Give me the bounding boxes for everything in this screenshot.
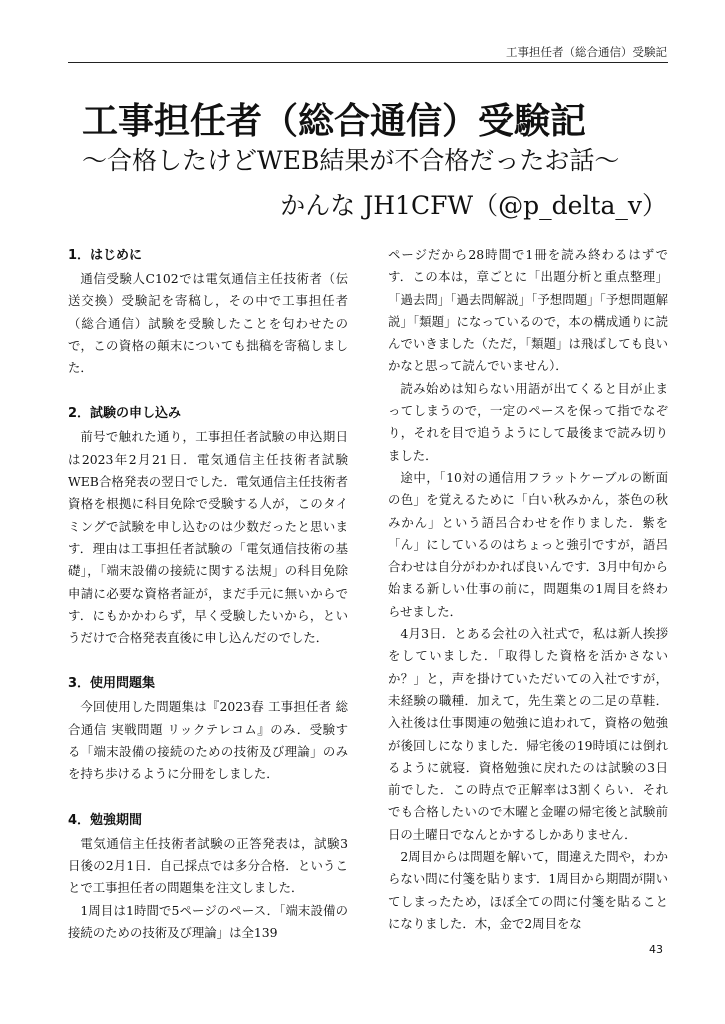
- paragraph: 1周目は1時間で5ページのペース．「端末設備の接続のための技術及び理論」は全139: [68, 902, 348, 940]
- section-heading-application: 2．試験の申し込み: [68, 406, 182, 422]
- article-title: 工事担任者（総合通信）受験記: [82, 100, 587, 142]
- header-rule: [68, 62, 668, 63]
- paragraph-continuation: ページだから28時間で1冊を読み終わるはずです．この本は，章ごとに「出題分析と重点整理」「過去問」「過去問解説」「予想問題」「予想問題解説」「類題」になっているので，本の構成通りに読んでいきました（ただ，「類題」は飛ばしても良いかなと思って読んでいません）．: [388, 247, 668, 374]
- paragraph: 途中，「10対の通信用フラットケーブルの断面の色」を覚えるために「白い秋みかん，茶色の秋みかん」という語呂合わせを作りました．紫を「ん」にしているのはちょっと強引ですが，語呂合わせは自分がわかれば良いんです．3月中旬から始まる新しい仕事の前に，問題集の1周目を終わらせました．: [388, 469, 668, 619]
- article-author: かんな JH1CFW（@p_delta_v）: [280, 191, 667, 220]
- left-column: [68, 244, 348, 944]
- section-heading-intro: 1．はじめに: [68, 248, 143, 263]
- article-subtitle: ～合格したけどWEB結果が不合格だったお話～: [82, 146, 620, 175]
- right-column: [388, 244, 668, 935]
- paragraph: 前号で触れた通り，工事担任者試験の申込期日は2023年2月21日．電気通信主任技術者試験WEB合格発表の翌日でした．電気通信主任技術者資格を根拠に科目免除で受験する人が，このタイミングで試験を申し込むのは少数だったと思います．理由は工事担任者試験の「電気通信技術の基礎」，「端末設備の接続に関する法規」の科目免除申請に必要な資格者証が，まだ手元に無いからです．にもかかわらず，早く受験したいから，というだけで合格発表直後に申し込んだのでした．: [68, 429, 348, 646]
- section-heading-workbook: 3．使用問題集: [68, 676, 156, 692]
- paragraph: 2周目からは問題を解いて，間違えた問や，わからない問に付箋を貼ります．1周目から期間が開いてしまったため，ほぼ全ての問に付箋を貼ることになりました．木，金で2周目をな: [388, 849, 668, 931]
- paragraph: 4月3日．とある会社の入社式で，私は新人挨拶をしていました．「取得した資格を活かさないか？」と，声を掛けていただいての入社ですが，未経験の職種．加えて，先生業との二足の草鞋．入社後は仕事関連の勉強に追われて，資格の勉強が後回しになりました．帰宅後の19時頃には倒れるように就寝．資格勉強に戻れたのは試験の3日前でした．この時点で正解率は3割くらい．それでも合格したいので木曜と金曜の帰宅後と試験前日の土曜日でなんとかするしかありません．: [388, 626, 668, 842]
- paragraph: 読み始めは知らない用語が出てくると目が止まってしまうので，一定のペースを保って指でなぞり，それを目で追うようにして最後まで読み切りました．: [388, 380, 668, 463]
- paragraph: 今回使用した問題集は『2023春 工事担任者 総合通信 実戦問題 リックテレコム』のみ．受験する「端末設備の接続のための技術及び理論」のみを持ち歩けるように分冊をしました．: [68, 699, 348, 782]
- page-number: 43: [649, 943, 663, 956]
- running-head: 工事担任者（総合通信）受験記: [506, 45, 667, 59]
- paragraph: 電気通信主任技術者試験の正答発表は，試験3日後の2月1日．自己採点では多分合格．ということで工事担任者の問題集を注文しました．: [68, 835, 348, 896]
- section-heading-study-period: 4．勉強期間: [68, 812, 143, 828]
- paragraph: 通信受験人C102では電気通信主任技術者（伝送交換）受験記を寄稿し，その中で工事担任者（総合通信）試験を受験したことを匂わせたので，この資格の顛末についても拙稿を寄稿しました．: [68, 271, 348, 376]
